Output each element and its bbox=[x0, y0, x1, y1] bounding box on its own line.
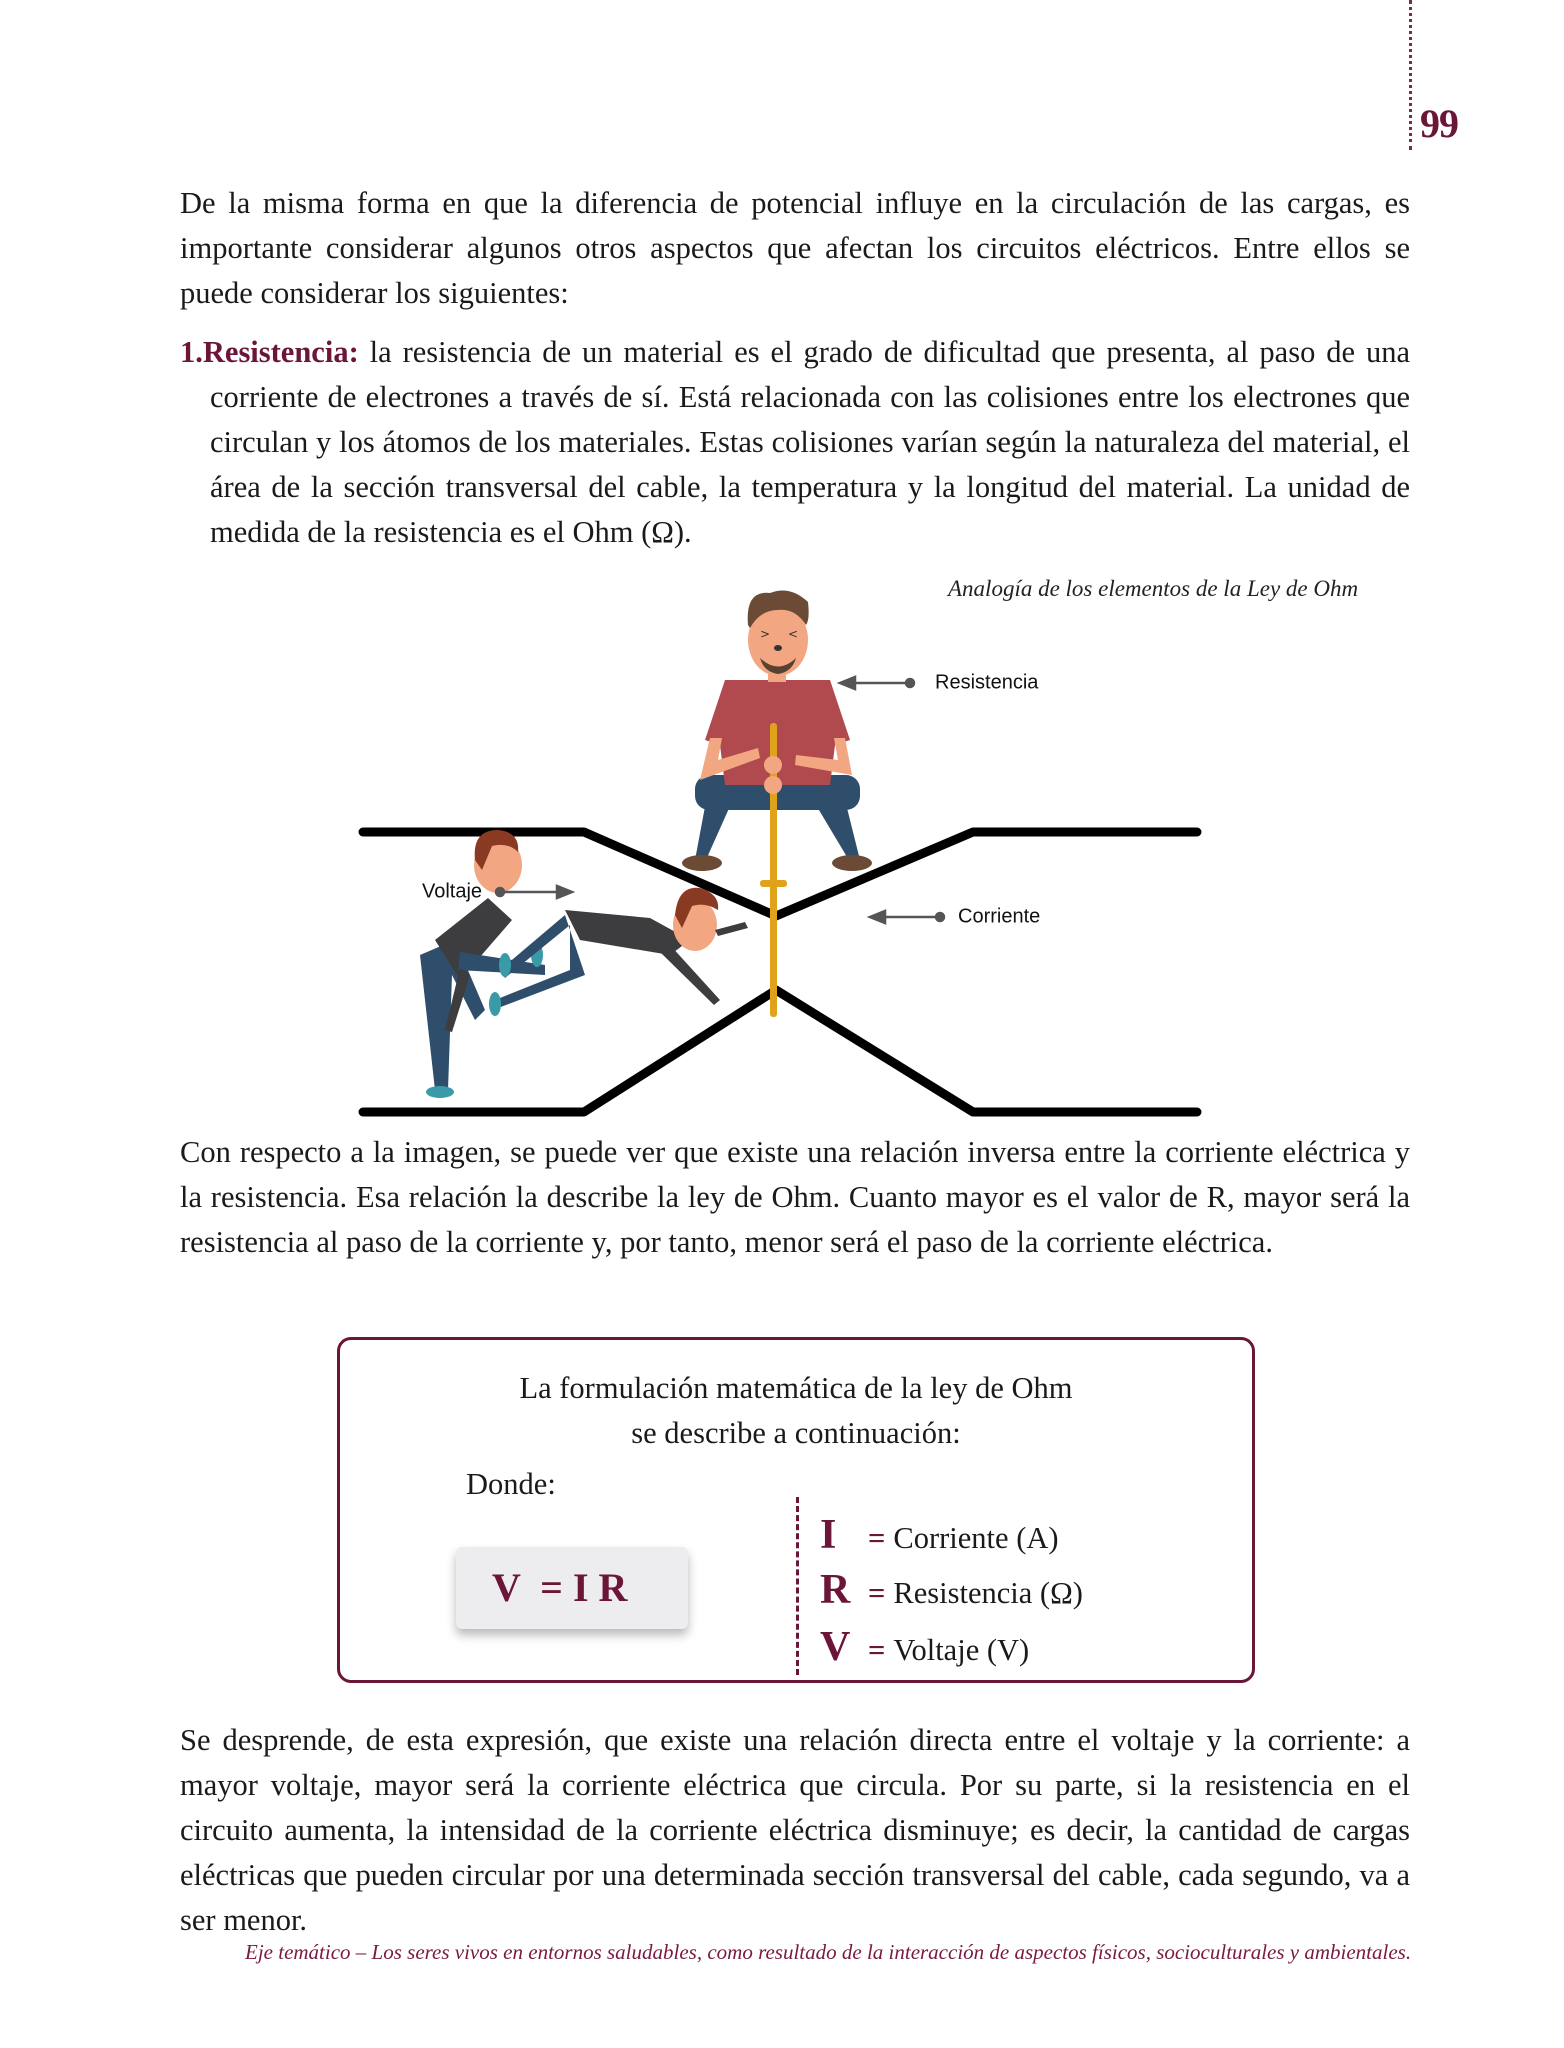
definition-text: Voltaje (V) bbox=[893, 1633, 1030, 1667]
analogy-drawing bbox=[340, 580, 1220, 1120]
page-margin-dotted-rule bbox=[1409, 0, 1412, 150]
equals-sign: = bbox=[868, 1576, 886, 1610]
resistance-person bbox=[682, 590, 872, 1017]
voltage-person bbox=[420, 830, 545, 1098]
list-item-text: la resistencia de un material es el grado de dificultad que presenta, al paso de una corriente de electrones a través de sí. Está relacionada con las colisiones entre los electrones que circulan y los átomos de los materiales. Estas colisiones varían según la naturaleza del material, el área de la sección transversal del cable, la temperatura y la longitud del material. La unidad de medida de la resistencia es el Ohm (Ω). bbox=[210, 335, 1410, 549]
explanation-paragraph: Con respecto a la imagen, se puede ver que existe una relación inversa entre la corriente eléctrica y la resistencia. Esa relación la describe la ley de Ohm. Cuanto mayor es el valor de R, mayor será la resistencia al paso de la corriente y, por tanto, menor será el paso de la corriente eléctrica. bbox=[180, 1135, 1410, 1259]
definition-voltage bbox=[820, 1624, 1030, 1670]
formula-box-title-line-2: se describe a continuación: bbox=[631, 1416, 961, 1450]
definition-text: Resistencia (Ω) bbox=[893, 1576, 1083, 1610]
equals-sign: = bbox=[868, 1633, 886, 1667]
intro-paragraph: De la misma forma en que la diferencia de potencial influye en la circulación de las cargas, es importante considerar algunos otros aspectos que afectan los circuitos eléctricos. Entre ellos se puede considerar los siguientes: bbox=[180, 186, 1410, 310]
label-resistance: Resistencia bbox=[935, 671, 1039, 694]
symbol-v: V bbox=[820, 1624, 851, 1670]
list-item-resistance bbox=[180, 330, 1410, 555]
aspects-list bbox=[180, 330, 1410, 555]
dashed-separator bbox=[796, 1497, 799, 1675]
svg-text:>: > bbox=[760, 627, 771, 641]
page-number: 99 bbox=[1420, 101, 1458, 146]
svg-text:<: < bbox=[788, 627, 799, 641]
ohm-law-analogy-illustration bbox=[340, 580, 1220, 1120]
equals-sign: = bbox=[868, 1521, 886, 1555]
definition-current bbox=[820, 1512, 1059, 1558]
list-item-number: 1. bbox=[180, 335, 203, 369]
formula-box-title-line-1: La formulación matemática de la ley de Ohm bbox=[519, 1371, 1073, 1405]
list-item-term: Resistencia: bbox=[202, 335, 359, 369]
definition-text: Corriente (A) bbox=[893, 1521, 1059, 1555]
current-person bbox=[489, 888, 748, 1016]
symbol-i: I bbox=[820, 1512, 837, 1558]
donde-label: Donde: bbox=[466, 1467, 556, 1501]
ohm-formula-box bbox=[337, 1337, 1255, 1683]
formula-box-title bbox=[340, 1366, 1252, 1456]
ohm-formula: V = I R bbox=[456, 1547, 688, 1629]
definition-resistance bbox=[820, 1567, 1083, 1613]
symbol-r: R bbox=[820, 1567, 851, 1613]
label-voltage: Voltaje bbox=[422, 880, 483, 903]
figure-caption: Analogía de los elementos de la Ley de Ohm bbox=[948, 576, 1359, 601]
thematic-axis-footer: Eje temático – Los seres vivos en entornos saludables, como resultado de la interacción de aspectos físicos, socioculturales y ambientales. bbox=[245, 1940, 1412, 1964]
conclusion-paragraph: Se desprende, de esta expresión, que existe una relación directa entre el voltaje y la corriente: a mayor voltaje, mayor será la corriente eléctrica que circula. Por su parte, si la resistencia en el circuito aumenta, la intensidad de la corriente eléctrica disminuye; es decir, la cantidad de cargas eléctricas que pueden circular por una determinada sección transversal del cable, cada segundo, va a ser menor. bbox=[180, 1723, 1410, 1937]
label-current: Corriente bbox=[958, 905, 1041, 928]
